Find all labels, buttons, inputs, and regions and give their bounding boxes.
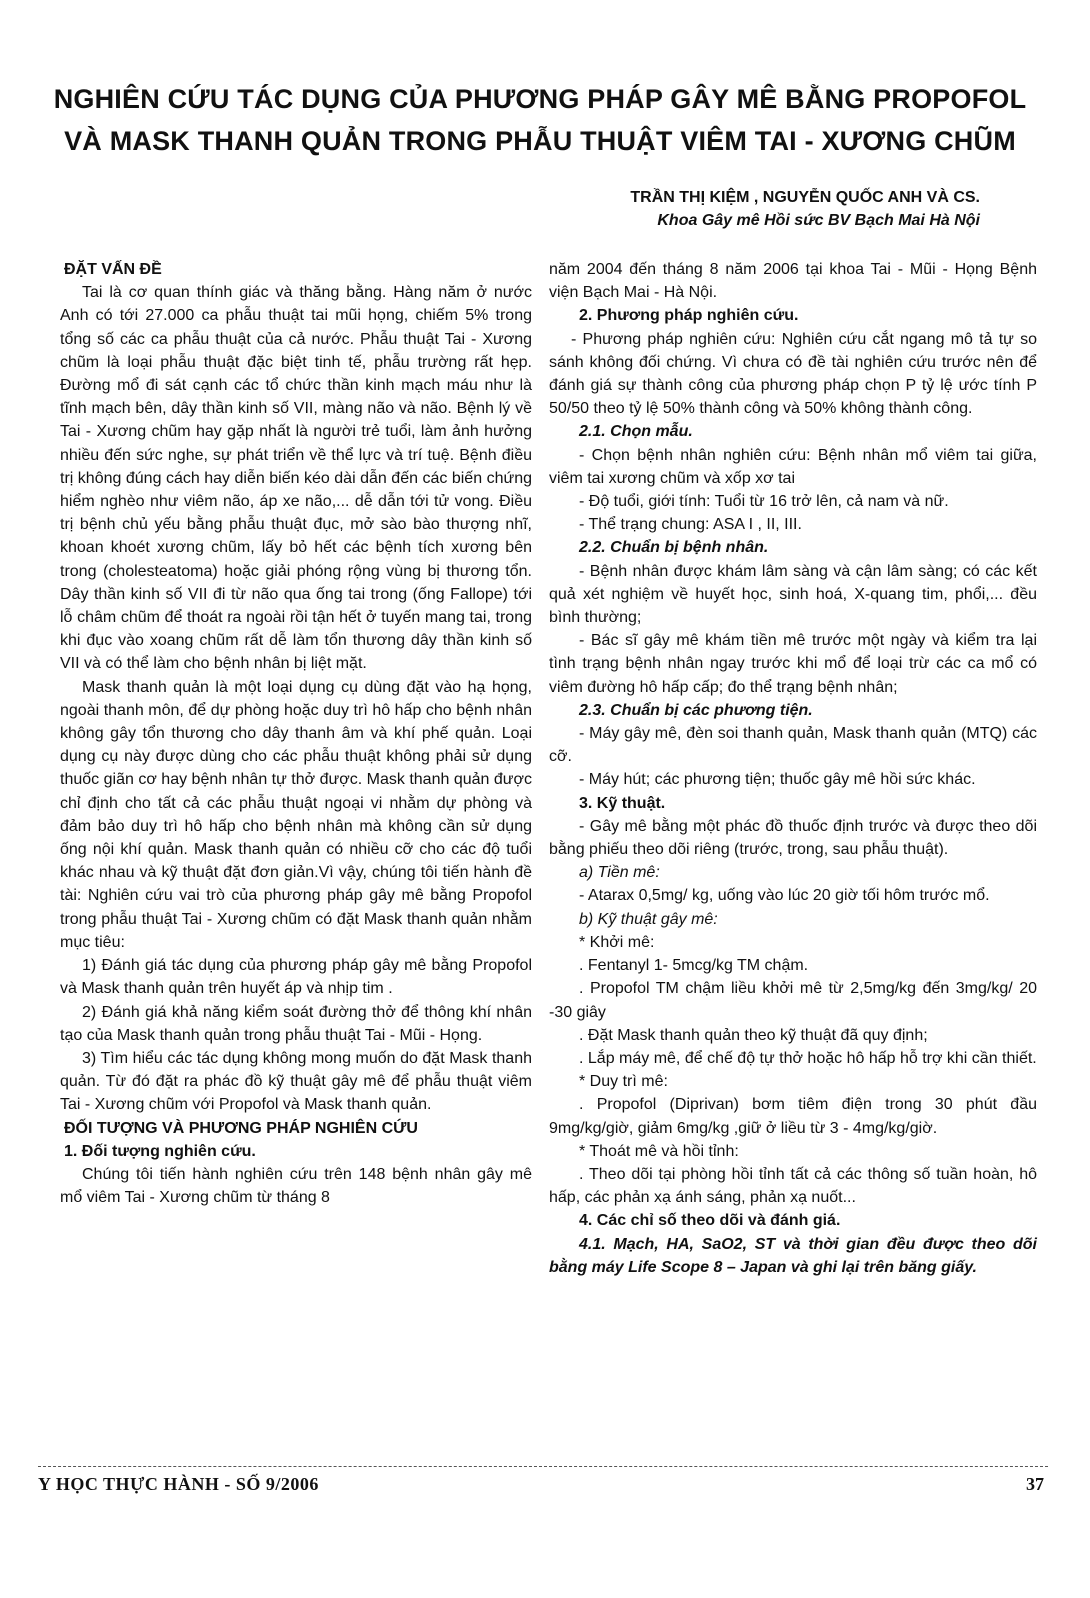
paragraph: - Bệnh nhân được khám lâm sàng và cận lâm sàng; có các kết quả xét nghiệm về huyết học, sinh hoá, X-quang tim, phổi,... đều bình thường;	[549, 562, 1037, 627]
subsection-heading: 2.3. Chuẩn bị các phương tiện.	[579, 701, 813, 719]
right-column	[549, 258, 1037, 1279]
subsection-heading: 4. Các chỉ số theo dõi và đánh giá.	[579, 1212, 841, 1230]
page-number: 37	[1026, 1474, 1044, 1494]
title-line-2: VÀ MASK THANH QUẢN TRONG PHẪU THUẬT VIÊM TAI - XƯƠNG CHŨM	[64, 126, 1016, 156]
paragraph: - Atarax 0,5mg/ kg, uống vào lúc 20 giờ tối hôm trước mổ.	[579, 887, 990, 905]
objective-2: 2) Đánh giá khả năng kiểm soát đường thở để thông khí nhân tạo của Mask thanh quản trong phẫu thuật Tai - Mũi - Họng.	[60, 1003, 532, 1044]
paragraph: . Lắp máy mê, để chế độ tự thở hoặc hô hấp hỗ trợ khi cần thiết.	[579, 1049, 1037, 1067]
objective-1: 1) Đánh giá tác dụng của phương pháp gây mê bằng Propofol và Mask thanh quản trên huyết áp và nhịp tim .	[60, 957, 532, 998]
paragraph: - Máy gây mê, đèn soi thanh quản, Mask thanh quản (MTQ) các cỡ.	[549, 725, 1037, 766]
paragraph: - Thể trạng chung: ASA I , II, III.	[579, 516, 802, 534]
footer-divider	[38, 1466, 1048, 1467]
paragraph: - Độ tuổi, giới tính: Tuổi từ 16 trở lên, cả nam và nữ.	[579, 493, 949, 511]
paragraph: năm 2004 đến tháng 8 năm 2006 tại khoa Tai - Mũi - Họng Bệnh viện Bạch Mai - Hà Nội.	[549, 261, 1037, 302]
article-title	[40, 78, 1040, 162]
subsection-heading: 2.2. Chuẩn bị bệnh nhân.	[579, 539, 769, 557]
paragraph: . Đặt Mask thanh quản theo kỹ thuật đã quy định;	[579, 1026, 928, 1044]
subsection-heading: 2.1. Chọn mẫu.	[579, 423, 693, 441]
title-line-1: NGHIÊN CỨU TÁC DỤNG CỦA PHƯƠNG PHÁP GÂY MÊ BẰNG PROPOFOL	[53, 84, 1027, 114]
paragraph: * Thoát mê và hồi tỉnh:	[579, 1142, 739, 1160]
paragraph: - Bác sĩ gây mê khám tiền mê trước một ngày và kiểm tra lại tình trạng bệnh nhân ngay trước khi mổ để loại trừ các ca mổ có viêm đường hô hấp cấp; đo thể trạng bệnh nhân;	[549, 632, 1037, 696]
subsection-heading-subjects: 1. Đối tượng nghiên cứu.	[64, 1142, 256, 1160]
subsection-heading: 2. Phương pháp nghiên cứu.	[579, 307, 799, 325]
left-column	[60, 258, 532, 1209]
section-heading-methods: ĐỐI TƯỢNG VÀ PHƯƠNG PHÁP NGHIÊN CỨU	[64, 1119, 418, 1137]
paragraph: . Fentanyl 1- 5mcg/kg TM chậm.	[579, 957, 809, 975]
section-heading-intro: ĐẶT VẤN ĐỀ	[64, 261, 162, 278]
paragraph: Chúng tôi tiến hành nghiên cứu trên 148 bệnh nhân gây mê mổ viêm Tai - Xương chũm từ tháng 8	[60, 1165, 532, 1207]
paragraph: * Duy trì mê:	[579, 1073, 668, 1091]
paragraph: a) Tiền mê:	[579, 864, 660, 882]
paragraph: - Máy hút; các phương tiện; thuốc gây mê hồi sức khác.	[579, 771, 976, 789]
paragraph: Mask thanh quản là một loại dụng cụ dùng đặt vào hạ họng, ngoài thanh môn, để dự phòng hoặc duy trì hô hấp cho bệnh nhân không gây tổn thương cho dây thanh âm và khí phế quản. Loại dụng cụ này được dùng cho các phẫu thuật không phải sử dụng thuốc giãn cơ hay bệnh nhân tự thở được. Mask thanh quản được chỉ định cho tất cả các phẫu thuật ngoại vi nhằm dự phòng và đảm bảo duy trì hô hấp cho bệnh nhân mà không cần sử dụng ống nội khí quản. Mask thanh quản có nhiều cỡ cho các độ tuổi khác nhau và kỹ thuật đặt đơn giản.Vì vậy, chúng tôi tiến hành đề tài: Nghiên cứu vai trò của phương pháp gây mê bằng Propofol trong phẫu thuật Tai - Xương chũm có đặt Mask thanh quản nhằm mục tiêu:	[60, 678, 532, 951]
paragraph: * Khởi mê:	[579, 933, 655, 951]
paragraph: . Theo dõi tại phòng hồi tỉnh tất cả các thông số tuần hoàn, hô hấp, các phản xạ ánh sáng, phản xạ nuốt...	[549, 1165, 1037, 1207]
paragraph: . Propofol TM chậm liều khởi mê từ 2,5mg/kg đến 3mg/kg/ 20 -30 giây	[549, 980, 1037, 1021]
author-names: TRẦN THỊ KIỆM , NGUYỄN QUỐC ANH VÀ CS.	[630, 189, 980, 206]
paragraph: . Propofol (Diprivan) bơm tiêm điện trong 30 phút đầu 9mg/kg/giờ, giảm 6mg/kg ,giữ ở liều từ 3 - 4mg/kg/giờ.	[549, 1096, 1037, 1137]
author-block	[630, 186, 980, 232]
paragraph: Tai là cơ quan thính giác và thăng bằng. Hàng năm ở nước Anh có tới 27.000 ca phẫu thuật tai mũi họng, chiếm 5% trong tổng số các ca phẫu thuật của cả nước. Phẫu thuật Tai - Xương chũm là loại phẫu thuật đặc biệt tinh tế, phẫu trường rất hẹp. Đường mổ đi sát cạnh các tổ chức thần kinh mạch máu như là tĩnh mạch bên, dây thần kinh số VII, màng não và não. Bệnh lý về Tai - Xương chũm hay gặp nhất là người trẻ tuổi, làm ảnh hưởng nhiều đến sức nghe, sự phát triển về thể lực và trí tuệ. Bệnh điều trị không đúng cách hay diễn biến kéo dài dẫn đến các biến chứng hiểm nghèo như viêm não, áp xe não,... dễ dẫn tới tử vong. Điều trị bệnh chủ yếu bằng phẫu thuật đục, mở sào bào thượng nhĩ, khoan khoét xương chũm, lấy bỏ hết các bệnh tích xương bên trong (cholesteatoma) hoặc giải phóng rộng vùng bị thương tổn. Dây thần kinh số VII đi từ não qua ống tai trong (ống Fallope) tới lỗ châm chũm để thoát ra ngoài rồi tận hết ở tuyến mang tai, trong khi đục vào xoang chũm rất dễ làm tổn thương dây thần kinh số VII và có thể làm cho bệnh nhân bị liệt mặt.	[60, 284, 532, 673]
paragraph: - Gây mê bằng một phác đồ thuốc định trước và được theo dõi bằng phiếu theo dõi riêng (trước, trong, sau phẫu thuật).	[549, 817, 1037, 859]
journal-name: Y HỌC THỰC HÀNH - SỐ 9/2006	[38, 1474, 319, 1494]
author-affiliation: Khoa Gây mê Hồi sức BV Bạch Mai Hà Nội	[657, 212, 980, 229]
paragraph: - Phương pháp nghiên cứu: Nghiên cứu cắt ngang mô tả tự so sánh không đối chứng. Vì chưa có đề tài nghiên cứu trước nên để đánh giá sự thành công của phương pháp chọn P tỷ lệ ước tính P 50/50 theo tỷ lệ 50% thành công và 50% không thành công.	[549, 330, 1037, 418]
subsection-heading: 4.1. Mạch, HA, SaO2, ST và thời gian đều được theo dõi bằng máy Life Scope 8 – Japan và ghi lại trên băng giấy.	[549, 1235, 1037, 1276]
paragraph: b) Kỹ thuật gây mê:	[579, 910, 718, 928]
subsection-heading: 3. Kỹ thuật.	[579, 794, 666, 812]
objective-3: 3) Tìm hiểu các tác dụng không mong muốn do đặt Mask thanh quản. Từ đó đặt ra phác đồ kỹ thuật gây mê để phẫu thuật viêm Tai - Xương chũm với Propofol và Mask thanh quản.	[60, 1049, 532, 1114]
paragraph: - Chọn bệnh nhân nghiên cứu: Bệnh nhân mổ viêm tai giữa, viêm tai xương chũm và xốp xơ tai	[549, 446, 1037, 487]
